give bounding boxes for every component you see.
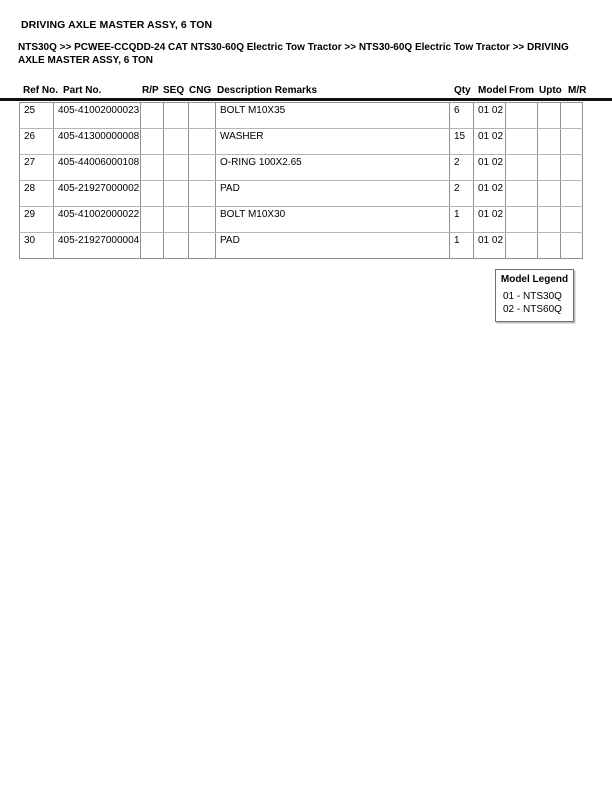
cell-from	[506, 129, 538, 155]
cell-qty: 2	[450, 181, 474, 207]
cell-description: PAD	[216, 181, 450, 207]
cell-upto	[538, 155, 561, 181]
cell-rp	[141, 103, 164, 129]
column-header-upto: Upto	[539, 85, 562, 96]
cell-qty: 2	[450, 155, 474, 181]
cell-description: O-RING 100X2.65	[216, 155, 450, 181]
cell-description: WASHER	[216, 129, 450, 155]
cell-part-no: 405-21927000002	[54, 181, 141, 207]
cell-qty: 15	[450, 129, 474, 155]
cell-mr	[561, 155, 583, 181]
column-header-seq: SEQ	[163, 85, 185, 96]
cell-cng	[189, 181, 216, 207]
cell-description: BOLT M10X35	[216, 103, 450, 129]
model-legend-item: 01 - NTS30Q	[503, 291, 562, 302]
cell-upto	[538, 233, 561, 259]
cell-model: 01 02	[474, 129, 506, 155]
column-header-ref-no: Ref No.	[23, 85, 58, 96]
cell-upto	[538, 129, 561, 155]
cell-seq	[164, 129, 189, 155]
cell-rp	[141, 207, 164, 233]
cell-part-no: 405-41002000022	[54, 207, 141, 233]
table-row	[20, 233, 583, 259]
cell-seq	[164, 155, 189, 181]
cell-cng	[189, 155, 216, 181]
model-legend-item: 02 - NTS60Q	[503, 304, 562, 315]
cell-model: 01 02	[474, 207, 506, 233]
cell-cng	[189, 207, 216, 233]
column-header-part-no: Part No.	[63, 85, 102, 96]
cell-ref-no: 26	[20, 129, 54, 155]
model-legend-box	[495, 269, 574, 322]
cell-description: BOLT M10X30	[216, 207, 450, 233]
column-header-qty: Qty	[454, 85, 471, 96]
column-header-mr: M/R	[568, 85, 587, 96]
cell-seq	[164, 103, 189, 129]
cell-model: 01 02	[474, 181, 506, 207]
parts-table	[19, 102, 583, 259]
cell-mr	[561, 207, 583, 233]
cell-upto	[538, 103, 561, 129]
column-header-cng: CNG	[189, 85, 212, 96]
cell-part-no: 405-41002000023	[54, 103, 141, 129]
cell-seq	[164, 207, 189, 233]
cell-cng	[189, 103, 216, 129]
cell-from	[506, 181, 538, 207]
cell-from	[506, 155, 538, 181]
column-header-from: From	[509, 85, 534, 96]
table-row	[20, 207, 583, 233]
cell-part-no: 405-44006000108	[54, 155, 141, 181]
cell-part-no: 405-41300000008	[54, 129, 141, 155]
cell-model: 01 02	[474, 233, 506, 259]
cell-mr	[561, 129, 583, 155]
cell-seq	[164, 233, 189, 259]
cell-part-no: 405-21927000004	[54, 233, 141, 259]
header-divider-rule	[0, 98, 612, 101]
table-row	[20, 155, 583, 181]
breadcrumb: NTS30Q >> PCWEE-CCQDD-24 CAT NTS30-60Q Electric Tow Tractor >> NTS30-60Q Electric Tow Tractor >> DRIVING AXLE MASTER ASSY, 6 TON	[18, 42, 569, 66]
page-title: DRIVING AXLE MASTER ASSY, 6 TON	[21, 19, 213, 31]
cell-mr	[561, 181, 583, 207]
cell-rp	[141, 129, 164, 155]
table-row	[20, 103, 583, 129]
cell-from	[506, 207, 538, 233]
cell-model: 01 02	[474, 155, 506, 181]
cell-rp	[141, 233, 164, 259]
cell-mr	[561, 103, 583, 129]
cell-ref-no: 30	[20, 233, 54, 259]
cell-description: PAD	[216, 233, 450, 259]
cell-ref-no: 29	[20, 207, 54, 233]
cell-rp	[141, 155, 164, 181]
cell-ref-no: 28	[20, 181, 54, 207]
cell-cng	[189, 233, 216, 259]
cell-from	[506, 103, 538, 129]
column-header-description: Description Remarks	[217, 85, 318, 96]
cell-qty: 6	[450, 103, 474, 129]
cell-seq	[164, 181, 189, 207]
cell-from	[506, 233, 538, 259]
cell-qty: 1	[450, 207, 474, 233]
cell-model: 01 02	[474, 103, 506, 129]
table-row	[20, 129, 583, 155]
column-header-rp: R/P	[142, 85, 159, 96]
model-legend-title: Model Legend	[500, 274, 569, 285]
table-row	[20, 181, 583, 207]
table-header-row	[19, 85, 587, 98]
cell-mr	[561, 233, 583, 259]
cell-rp	[141, 181, 164, 207]
cell-ref-no: 27	[20, 155, 54, 181]
column-header-model: Model	[478, 85, 507, 96]
cell-qty: 1	[450, 233, 474, 259]
cell-cng	[189, 129, 216, 155]
cell-upto	[538, 207, 561, 233]
cell-upto	[538, 181, 561, 207]
cell-ref-no: 25	[20, 103, 54, 129]
